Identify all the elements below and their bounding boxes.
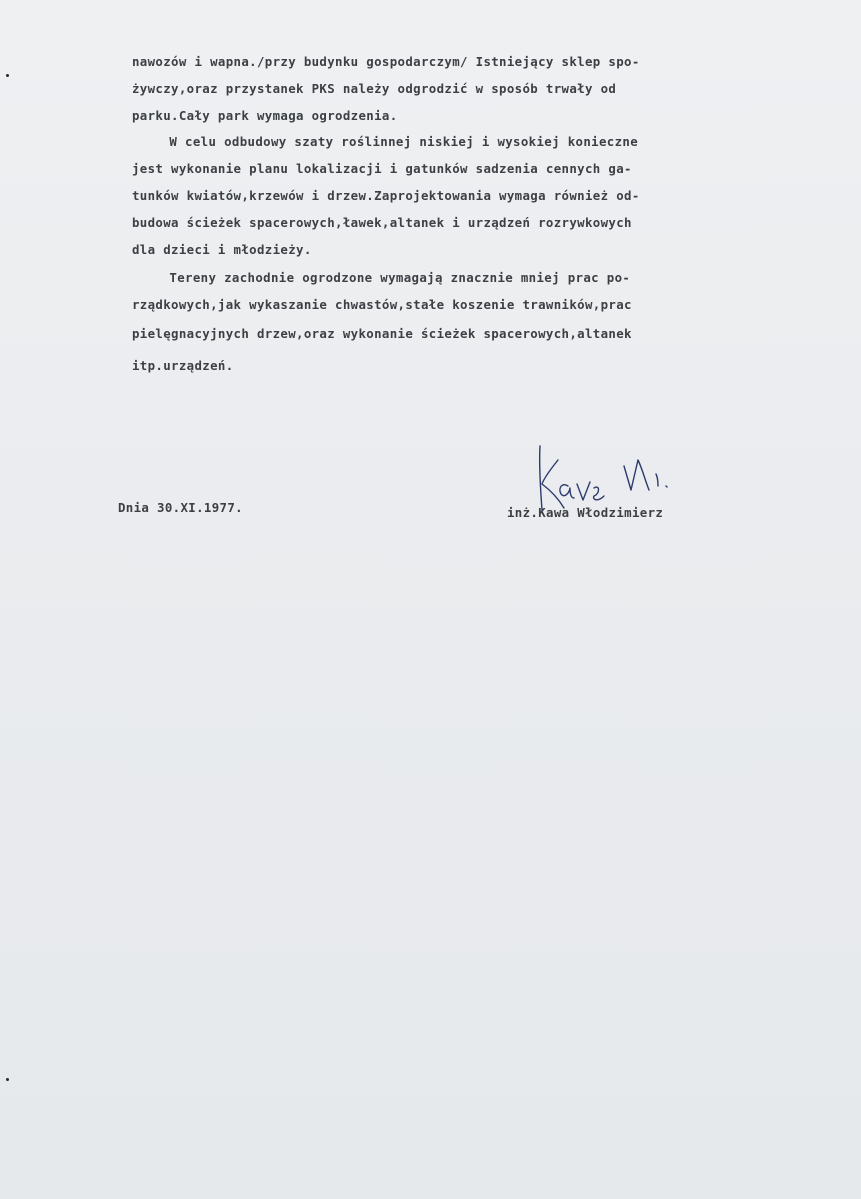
body-line: dla dzieci i młodzieży.: [132, 242, 312, 257]
body-line: W celu odbudowy szaty roślinnej niskiej i wysokiej konieczne: [146, 134, 639, 149]
body-line: Tereny zachodnie ogrodzone wymagają znacznie mniej prac po-: [146, 270, 631, 285]
body-line: rządkowych,jak wykaszanie chwastów,stałe koszenie trawników,prac: [132, 297, 632, 312]
body-line: żywczy,oraz przystanek PKS należy odgrodzić w sposób trwały od: [132, 81, 617, 96]
margin-mark: [6, 1078, 9, 1081]
body-line: jest wykonanie planu lokalizacji i gatunków sadzenia cennych ga-: [132, 161, 632, 176]
body-line: budowa ścieżek spacerowych,ławek,altanek i urządzeń rozrywkowych: [132, 215, 632, 230]
document-date: Dnia 30.XI.1977.: [118, 500, 243, 515]
body-line: nawozów i wapna./przy budynku gospodarczym/ Istniejący sklep spo-: [132, 54, 640, 69]
body-line: tunków kwiatów,krzewów i drzew.Zaprojektowania wymaga również od-: [132, 188, 640, 203]
body-line: parku.Cały park wymaga ogrodzenia.: [132, 108, 398, 123]
author-name: inż.Kawa Włodzimierz: [507, 505, 664, 520]
body-line: itp.urządzeń.: [132, 358, 234, 373]
margin-mark: [6, 74, 9, 77]
body-line: pielęgnacyjnych drzew,oraz wykonanie ścieżek spacerowych,altanek: [132, 326, 632, 341]
handwritten-signature: [528, 438, 688, 518]
